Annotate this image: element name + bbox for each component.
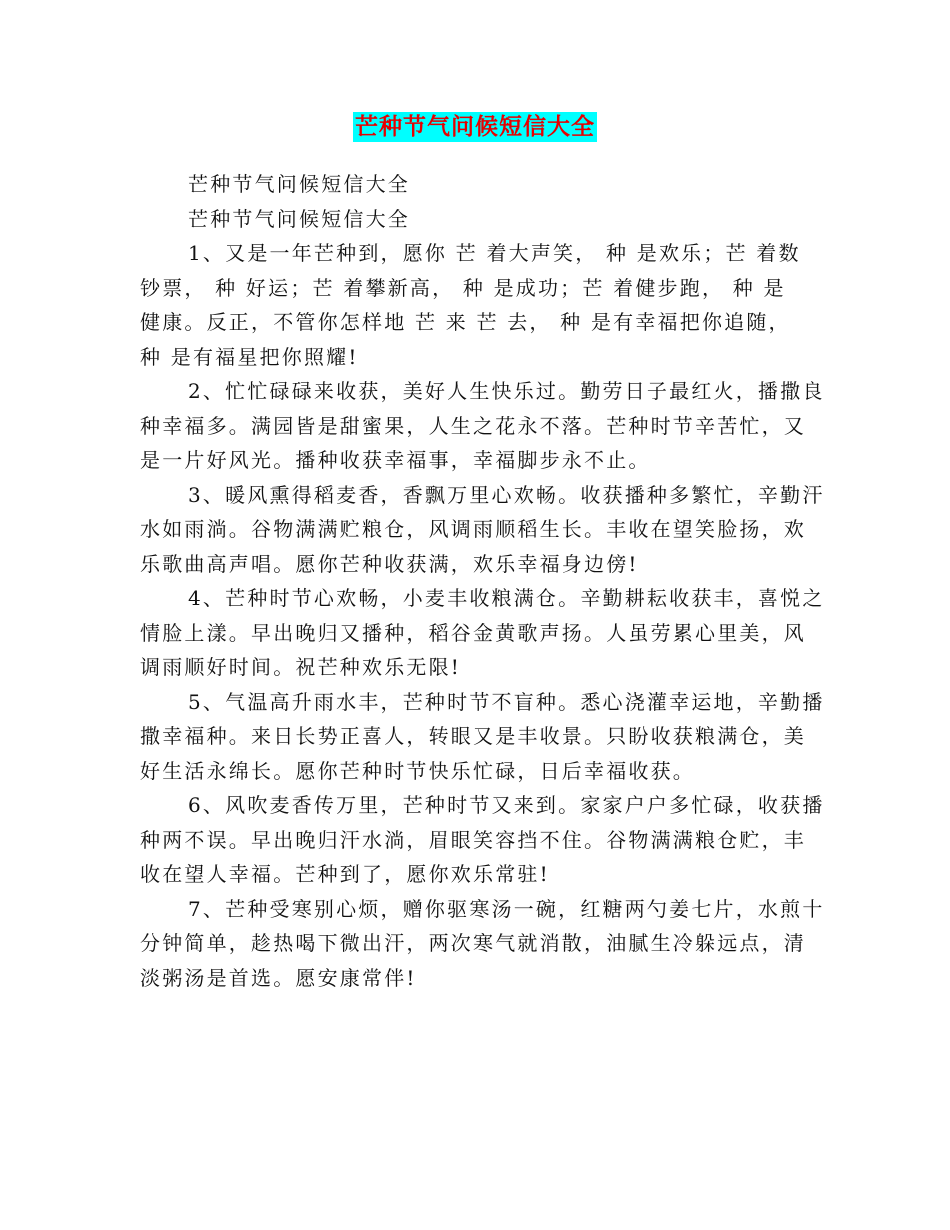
message-paragraph [140, 685, 825, 789]
paragraph-line: 健康。反正，不管你怎样地 芒 来 芒 去， 种 是有幸福把你追随， [140, 310, 791, 334]
paragraph-line: 是一片好风光。播种收获幸福事，幸福脚步永不止。 [140, 448, 651, 472]
paragraph-line: 乐歌曲高声唱。愿你芒种收获满，欢乐幸福身边傍! [140, 551, 639, 576]
paragraph-line: 5、气温高升雨水丰，芒种时节不盲种。悉心浇灌幸运地，辛勤播 [188, 689, 825, 714]
subtitle-line-1 [140, 167, 808, 202]
paragraph-line: 淡粥汤是首选。愿安康常伴! [140, 965, 417, 990]
message-paragraph [140, 478, 825, 582]
paragraph-line: 1、又是一年芒种到，愿你 芒 着大声笑， 种 是欢乐；芒 着数 [188, 241, 801, 265]
paragraph-line: 撒幸福种。来日长势正喜人，转眼又是丰收景。只盼收获粮满仓，美 [140, 724, 806, 748]
paragraph-line: 好生活永绵长。愿你芒种时节快乐忙碌，日后幸福收获。 [140, 758, 695, 783]
title-container [0, 112, 950, 142]
subtitle-text-2: 芒种节气问候短信大全 [188, 206, 410, 231]
subtitle-line-2 [140, 202, 808, 237]
message-paragraph [140, 374, 825, 478]
paragraph-line: 7、芒种受寒别心烦，赠你驱寒汤一碗，红糖两勺姜七片，水煎十 [188, 896, 825, 921]
paragraph-line: 水如雨淌。谷物满满贮粮仓，风调雨顺稻生长。丰收在望笑脸扬，欢 [140, 517, 806, 541]
paragraph-line: 种两不误。早出晚归汗水淌，眉眼笑容挡不住。谷物满满粮仓贮，丰 [140, 827, 806, 852]
paragraph-line: 情脸上漾。早出晚归又播种，稻谷金黄歌声扬。人虽劳累心里美，风 [140, 620, 806, 645]
paragraph-line: 钞票， 种 好运；芒 着攀新高， 种 是成功；芒 着健步跑， 种 是 [140, 275, 786, 300]
message-paragraph [140, 892, 825, 996]
paragraph-line: 3、暖风熏得稻麦香，香飘万里心欢畅。收获播种多繁忙，辛勤汗 [188, 482, 825, 507]
paragraph-line: 种幸福多。满园皆是甜蜜果，人生之花永不落。芒种时节辛苦忙，又 [140, 413, 806, 438]
paragraph-line: 调雨顺好时间。祝芒种欢乐无限! [140, 655, 462, 679]
message-paragraph [140, 236, 808, 374]
paragraph-line: 分钟简单，趁热喝下微出汗，两次寒气就消散，油腻生冷躲远点，清 [140, 931, 806, 955]
paragraph-line: 2、忙忙碌碌来收获，美好人生快乐过。勤劳日子最红火，播撒良 [188, 379, 825, 403]
paragraph-line: 种 是有福星把你照耀! [140, 344, 359, 369]
message-list [140, 236, 825, 995]
paragraph-line: 4、芒种时节心欢畅，小麦丰收粮满仓。辛勤耕耘收获丰，喜悦之 [188, 586, 825, 610]
document-body [140, 167, 825, 995]
subtitle-text-1: 芒种节气问候短信大全 [188, 172, 410, 196]
message-paragraph [140, 788, 825, 892]
document-title: 芒种节气问候短信大全 [355, 114, 595, 140]
message-paragraph [140, 581, 825, 685]
paragraph-line: 6、风吹麦香传万里，芒种时节又来到。家家户户多忙碌，收获播 [188, 793, 825, 817]
paragraph-line: 收在望人幸福。芒种到了，愿你欢乐常驻! [140, 862, 550, 886]
